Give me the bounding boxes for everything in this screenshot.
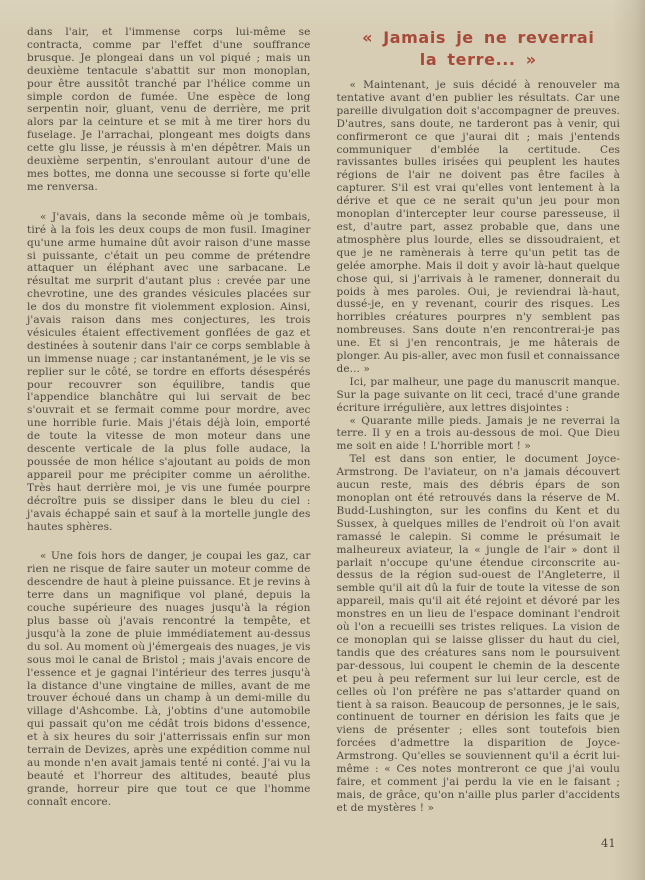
right-column (337, 26, 621, 815)
section-heading (337, 27, 621, 70)
paragraph: « Quarante mille pieds. Jamais je ne reverrai la terre. Il y en a trois au-dessous de moi. Que Dieu me soit en aide ! L'horrible mort ! » (336, 414, 620, 453)
left-column (27, 26, 311, 815)
paragraph: Ici, par malheur, une page du manuscrit manque. Sur la page suivante on lit ceci, tracé d'une grande écriture irrégulière, aux lettres disjointes : (336, 375, 620, 414)
paragraph: Tel est dans son entier, le document Joyce-Armstrong. De l'aviateur, on n'a jamais découvert aucun reste, mais des débris épars de son monoplan ont été retrouvés dans la réserve de M. Budd-Lushington, sur les confins du Kent et du Sussex, à quelques milles de l'endroit où l'on avait ramassé le calepin. Si comme le présumait le malheureux aviateur, la « jungle de l'air » dont il parlait n'occupe qu'une étendue circonscrite au-dessus de la région sud-ouest de l'Angleterre, il semble qu'il ait dû la fuir de toute la vitesse de son appareil, mais qu'il ait été rejoint et dévoré par les monstres en un lieu de l'espace dominant l'endroit où l'on a recueilli ses tristes reliques. La vision de ce monoplan qui se laisse glisser du haut du ciel, tandis que des créatures sans nom le poursuivent par-dessous, lui coupent le chemin de la descente et peu à peu referment sur lui leur cercle, est de celles où l'on préfère ne pas s'attarder quand on tient à sa raison. Beaucoup de personnes, je le sais, continuent de tourner en dérision les faits que je viens de présenter ; elles sont toutefois bien forcées d'admettre la disparition de Joyce-Armstrong. Qu'elles se souviennent qu'il a écrit lui-même : « Ces notes montreront ce que j'ai voulu faire, et comment j'ai perdu la vie en le faisant ; mais, de grâce, qu'on n'aille plus parler d'accidents et de mystères ! » (336, 453, 620, 814)
heading-line-1: « Jamais je ne reverrai (362, 28, 595, 47)
page-number: 41 (601, 836, 616, 850)
paragraph: « Maintenant, je suis décidé à renouveler ma tentative avant d'en publier les résultats. Car une pareille divulgation doit s'accompagner de preuves. D'autres, sans doute, ne tarderont pas à venir, qui confirmeront ce que j'aurai dit ; mais j'entends communiquer d'emblée la certitude. Ces ravissantes bulles irisées qui peuplent les hautes régions de l'air ne doivent pas être faciles à capturer. S'il est vrai qu'elles vont lentement à la dérive et que ce ne serait qu'un jeu pour mon monoplan d'intercepter leur course paresseuse, il est, d'autre part, assez probable que, dans une atmosphère plus lourde, elles se dissoudraient, et que je ne ramènerais à terre qu'un petit tas de gelée amorphe. Mais il doit y avoir là-haut quelque chose qui, si j'arrivais à le ramener, donnerait du poids à mes paroles. Oui, je reviendrai là-haut, dussé-je, en y revenant, courir des risques. Les horribles créatures pourpres n'y semblent pas nombreuses. Sans doute n'en rencontrerai-je pas une. Et si j'en rencontrais, je me hâterais de plonger. Au pis-aller, avec mon fusil et connaissance de... » (336, 79, 620, 375)
paragraph: « Une fois hors de danger, je coupai les gaz, car rien ne risque de faire sauter un moteur comme de descendre de haut à pleine puissance. Et je revins à terre dans un magnifique vol plané, depuis la couche supérieure des nuages jusqu'à la région plus basse où j'avais rencontré la tempête, et jusqu'à la zone de pluie immédiatement au-dessus du sol. Au moment où j'émergeais des nuages, je vis sous moi le canal de Bristol ; mais j'avais encore de l'essence et je gagnai l'intérieur des terres jusqu'à la distance d'une vingtaine de milles, avant de me trouver échoué dans un champ à un demi-mille du village d'Ashcombe. Là, j'obtins d'une automobile qui passait qu'on me cédât trois bidons d'essence, et à six heures du soir j'atterrissais enfin sur mon terrain de Devizes, après une expédition comme nul au monde n'en avait jamais tenté ni conté. J'ai vu la beauté et l'horreur des altitudes, beauté plus grande, horreur pire que tout ce que l'homme connaît encore. (27, 550, 311, 808)
paragraph: dans l'air, et l'immense corps lui-même se contracta, comme par l'effet d'une souffrance brusque. Je plongeai dans un vol piqué ; mais un deuxième tentacule s'abattit sur mon monoplan, pour être aussitôt tranché par l'hélice comme un simple cordon de fumée. Une espèce de long serpentin noir, gluant, venu de derrière, me prit alors par la ceinture et se mit à me tirer hors du fuselage. Je l'arrachai, plongeant mes doigts dans cette glu lisse, je réussis à m'en dépêtrer. Mais un deuxième serpentin, s'enroulant autour d'une de mes bottes, me donna une secousse si forte qu'elle me renversa. (27, 26, 311, 193)
paragraph: « J'avais, dans la seconde même où je tombais, tiré à la fois les deux coups de mon fusil. Imaginer qu'une arme humaine dût avoir raison d'une masse si puissante, c'était un peu comme de prétendre attaquer un éléphant avec une sarbacane. Le résultat me surprit d'autant plus : crevée par une chevrotine, une des grandes vésicules placées sur le dos du monstre fit violemment explosion. Ainsi, j'avais raison dans mes conjectures, les trois vésicules étaient effectivement gonflées de gaz et destinées à soutenir dans l'air ce corps semblable à un immense nuage ; car instantanément, je le vis se replier sur le côté, se tordre en efforts désespérés pour recouvrer son équilibre, tandis que l'appendice blanchâtre qui lui servait de bec s'ouvrait et se fermait comme pour mordre, avec une horrible furie. Mais j'étais déjà loin, emporté de toute la vitesse de mon moteur dans une descente verticale de la plus folle audace, la poussée de mon hélice s'ajoutant au poids de mon appareil pour me précipiter comme un aérolithe. Très haut derrière moi, je vis une fumée pourpre décroître puis se dissiper dans le bleu du ciel : j'avais échappé sain et sauf à la mortelle jungle des hautes sphères. (27, 210, 311, 533)
heading-line-2: la terre... » (419, 49, 537, 69)
